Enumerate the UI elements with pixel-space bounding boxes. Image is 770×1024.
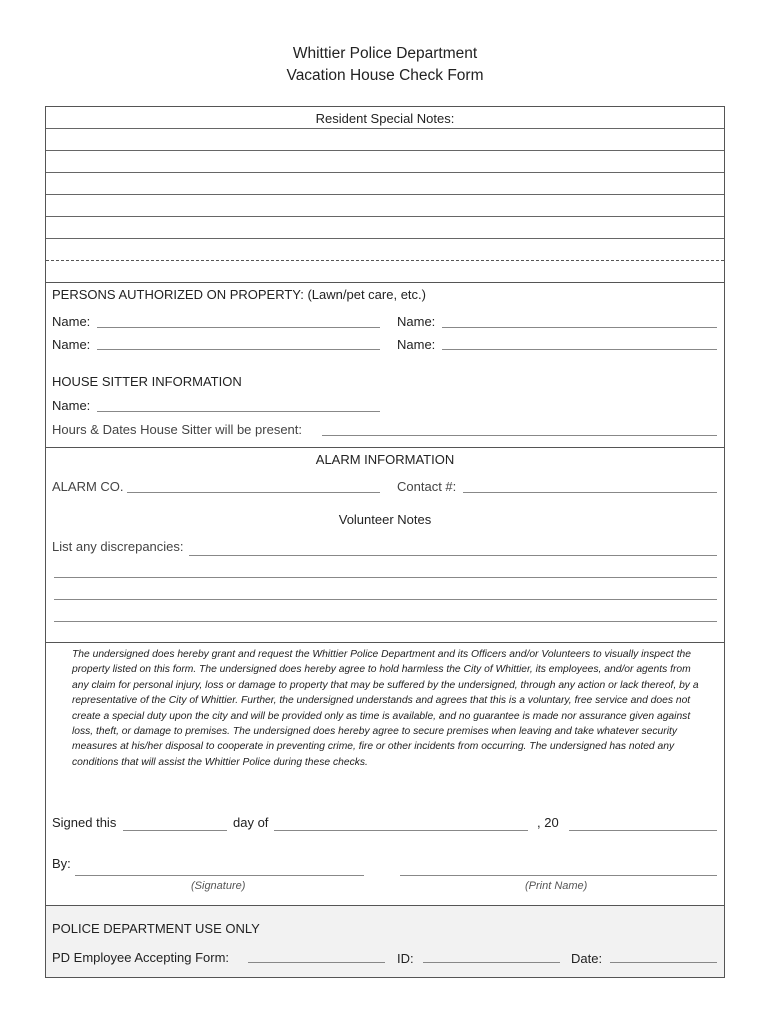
discrepancies-field-1[interactable]: [189, 555, 717, 556]
authorized-name-label-3: Name:: [52, 337, 91, 352]
authorized-section-title: PERSONS AUTHORIZED ON PROPERTY: (Lawn/pet care, etc.): [52, 287, 426, 302]
police-id-label: ID:: [397, 951, 414, 966]
discrepancies-field-3[interactable]: [54, 599, 717, 600]
resident-notes-line-4[interactable]: [46, 194, 724, 195]
employee-accepting-field[interactable]: [248, 962, 385, 963]
disclaimer-text: The undersigned does hereby grant and request the Whittier Police Department and its Officers and/or Volunteers to visually inspect the property listed on this form. The undersigned does hereby agree to hold harmless the City of Whittier, its employees, and/or agents from any claim for personal injury, loss or damage to property that may be suffered by the undersigned, through any action or lack thereof, by a representative of the City of Whittier. Further, the undersigned understands and agrees that this is a voluntary, free service and does not create a special duty upon the city and will be provided only as time is available, and no guarantee is made nor assurance given against loss, theft, or damage to premises. The undersigned does hereby agree to secure premises when leaving and take whatever security measures at his/her disposal to cooperate in preventing crime, fire or other incidents from occurring. The undersigned has noted any conditions that will assist the Whittier Police during these checks.: [72, 649, 699, 768]
police-use-title: POLICE DEPARTMENT USE ONLY: [52, 921, 260, 936]
alarm-contact-field[interactable]: [463, 492, 717, 493]
signed-day-field[interactable]: [123, 830, 227, 831]
police-date-field[interactable]: [610, 962, 717, 963]
police-use-section: [46, 905, 724, 977]
police-date-label: Date:: [571, 951, 603, 966]
signature-caption: (Signature): [191, 880, 246, 892]
signed-this-label: Signed this: [52, 815, 117, 830]
resident-notes-line-1[interactable]: [46, 128, 724, 129]
house-sitter-title: HOUSE SITTER INFORMATION: [52, 374, 242, 389]
volunteer-notes-title: Volunteer Notes: [338, 512, 432, 527]
discrepancies-label: List any discrepancies:: [52, 539, 184, 554]
section-divider: [46, 642, 724, 643]
department-title: Whittier Police Department: [292, 45, 478, 62]
signed-month-field[interactable]: [274, 830, 528, 831]
authorized-name-label-2: Name:: [397, 314, 436, 329]
resident-notes-line-6[interactable]: [46, 238, 724, 239]
discrepancies-field-4[interactable]: [54, 621, 717, 622]
day-of-label: day of: [233, 815, 269, 830]
signature-field[interactable]: [75, 875, 364, 876]
alarm-company-field[interactable]: [127, 492, 380, 493]
resident-notes-line-7[interactable]: [46, 260, 724, 261]
authorized-name-field-1[interactable]: [97, 327, 380, 328]
alarm-contact-label: Contact #:: [397, 479, 457, 494]
employee-accepting-label: PD Employee Accepting Form:: [52, 950, 230, 965]
authorized-name-label-1: Name:: [52, 314, 91, 329]
alarm-section-title: ALARM INFORMATION: [315, 452, 455, 467]
section-divider: [46, 447, 724, 448]
discrepancies-field-2[interactable]: [54, 577, 717, 578]
year-prefix-label: , 20: [537, 815, 559, 830]
vacation-check-form: [45, 106, 725, 978]
authorized-name-field-2[interactable]: [442, 327, 717, 328]
authorized-name-field-3[interactable]: [97, 349, 380, 350]
house-sitter-name-field[interactable]: [97, 411, 380, 412]
print-name-field[interactable]: [400, 875, 717, 876]
house-sitter-name-label: Name:: [52, 398, 91, 413]
form-title: Vacation House Check Form: [286, 67, 484, 84]
house-sitter-hours-field[interactable]: [322, 435, 717, 436]
authorized-name-field-4[interactable]: [442, 349, 717, 350]
signed-year-field[interactable]: [569, 830, 717, 831]
resident-notes-line-2[interactable]: [46, 150, 724, 151]
by-label: By:: [52, 856, 71, 871]
print-name-caption: (Print Name): [525, 880, 588, 892]
authorized-name-label-4: Name:: [397, 337, 436, 352]
resident-notes-title: Resident Special Notes:: [315, 111, 455, 126]
section-divider: [46, 282, 724, 283]
resident-notes-line-3[interactable]: [46, 172, 724, 173]
police-id-field[interactable]: [423, 962, 560, 963]
house-sitter-hours-label: Hours & Dates House Sitter will be present:: [52, 422, 302, 437]
resident-notes-line-5[interactable]: [46, 216, 724, 217]
alarm-company-label: ALARM CO.: [52, 479, 124, 494]
